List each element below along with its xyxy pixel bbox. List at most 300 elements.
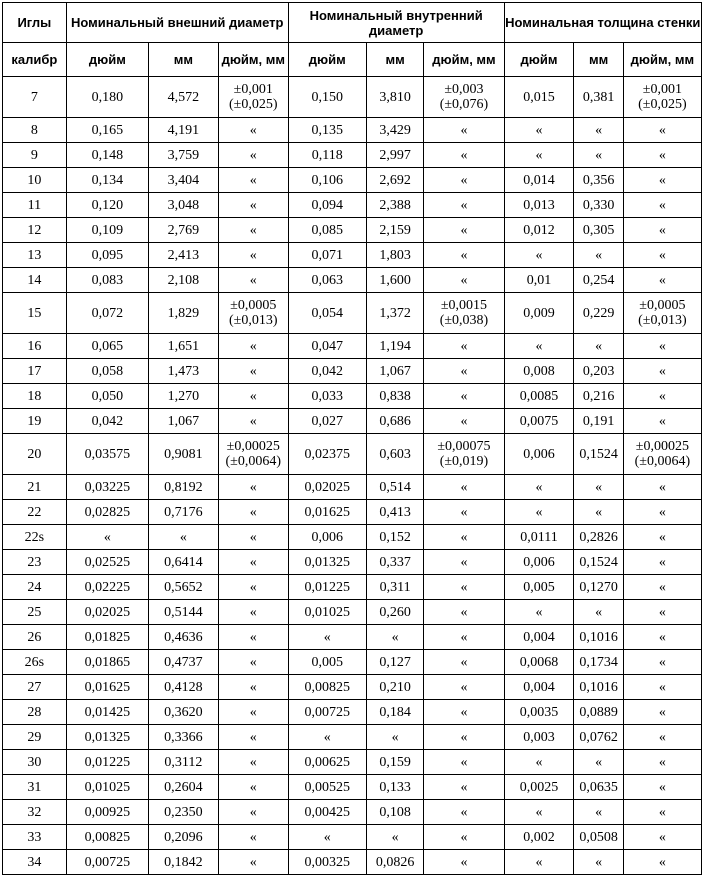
table-row	[3, 218, 702, 243]
cell-inner-inch: 0,135	[288, 118, 366, 143]
cell-caliber: 10	[3, 168, 67, 193]
cell-outer-inch: 0,01625	[66, 675, 148, 700]
cell-inner-tolerance: «	[424, 825, 504, 850]
subheader-inner-mm: мм	[366, 43, 424, 77]
table-row	[3, 825, 702, 850]
table-row	[3, 550, 702, 575]
cell-outer-inch: 0,00825	[66, 825, 148, 850]
cell-inner-mm: 0,133	[366, 775, 424, 800]
cell-wall-inch: 0,01	[504, 268, 574, 293]
cell-wall-tolerance: «	[623, 143, 701, 168]
cell-inner-inch: 0,071	[288, 243, 366, 268]
cell-inner-mm: 1,194	[366, 334, 424, 359]
cell-inner-tolerance: «	[424, 334, 504, 359]
cell-outer-tolerance: «	[218, 750, 288, 775]
cell-wall-mm: 0,1016	[574, 675, 623, 700]
cell-wall-mm: 0,2826	[574, 525, 623, 550]
cell-inner-inch: 0,01325	[288, 550, 366, 575]
cell-wall-tolerance: «	[623, 850, 701, 875]
cell-outer-inch: «	[66, 525, 148, 550]
cell-wall-inch: 0,009	[504, 293, 574, 334]
table-row	[3, 600, 702, 625]
cell-wall-inch: 0,0085	[504, 384, 574, 409]
table-row	[3, 700, 702, 725]
cell-wall-inch: «	[504, 750, 574, 775]
cell-line: (±0,025)	[638, 97, 687, 112]
cell-outer-inch: 0,02825	[66, 500, 148, 525]
cell-wall-mm: «	[574, 118, 623, 143]
cell-inner-inch: 0,02375	[288, 434, 366, 475]
cell-outer-inch: 0,120	[66, 193, 148, 218]
cell-wall-tolerance: «	[623, 575, 701, 600]
cell-inner-tolerance: «	[424, 118, 504, 143]
cell-inner-mm: 0,311	[366, 575, 424, 600]
cell-inner-inch: «	[288, 625, 366, 650]
cell-inner-tolerance: «	[424, 243, 504, 268]
cell-inner-inch: 0,01225	[288, 575, 366, 600]
cell-inner-tolerance: «	[424, 550, 504, 575]
cell-outer-tolerance: «	[218, 725, 288, 750]
cell-line: (±0,013)	[229, 313, 278, 328]
cell-wall-inch: 0,002	[504, 825, 574, 850]
cell-inner-mm: 0,337	[366, 550, 424, 575]
cell-wall-mm: «	[574, 243, 623, 268]
cell-outer-mm: 0,2350	[148, 800, 218, 825]
cell-wall-inch: 0,006	[504, 550, 574, 575]
cell-inner-inch: 0,063	[288, 268, 366, 293]
cell-wall-mm: 0,305	[574, 218, 623, 243]
cell-wall-mm: 0,381	[574, 77, 623, 118]
cell-outer-tolerance	[218, 77, 288, 118]
cell-wall-mm: 0,0889	[574, 700, 623, 725]
cell-wall-mm: «	[574, 850, 623, 875]
subheader-inner-inch: дюйм	[288, 43, 366, 77]
subheader-wall-tolerance: дюйм, мм	[623, 43, 701, 77]
cell-caliber: 18	[3, 384, 67, 409]
cell-line: (±0,076)	[439, 97, 489, 112]
table-row	[3, 575, 702, 600]
cell-outer-inch: 0,095	[66, 243, 148, 268]
cell-line: ±0,0015	[440, 298, 488, 313]
cell-outer-inch: 0,134	[66, 168, 148, 193]
cell-outer-mm: 2,413	[148, 243, 218, 268]
cell-inner-mm: 0,838	[366, 384, 424, 409]
table-body	[3, 77, 702, 875]
cell-inner-mm: 1,372	[366, 293, 424, 334]
header-needles: Иглы	[3, 3, 67, 43]
cell-inner-inch: 0,118	[288, 143, 366, 168]
cell-caliber: 20	[3, 434, 67, 475]
cell-inner-tolerance: «	[424, 650, 504, 675]
cell-outer-mm: 3,048	[148, 193, 218, 218]
cell-wall-mm: «	[574, 475, 623, 500]
header-wall-thickness: Номинальная толщина стенки	[504, 3, 701, 43]
cell-inner-mm: 2,159	[366, 218, 424, 243]
cell-outer-tolerance: «	[218, 475, 288, 500]
cell-wall-mm: 0,0508	[574, 825, 623, 850]
cell-inner-inch: 0,042	[288, 359, 366, 384]
cell-outer-mm: «	[148, 525, 218, 550]
table-row	[3, 118, 702, 143]
table-row	[3, 434, 702, 475]
cell-inner-inch: «	[288, 725, 366, 750]
cell-wall-mm: 0,356	[574, 168, 623, 193]
cell-wall-mm: 0,0635	[574, 775, 623, 800]
cell-caliber: 19	[3, 409, 67, 434]
cell-inner-inch: 0,02025	[288, 475, 366, 500]
cell-inner-tolerance: «	[424, 475, 504, 500]
cell-wall-mm: 0,254	[574, 268, 623, 293]
cell-outer-tolerance: «	[218, 243, 288, 268]
cell-wall-inch: «	[504, 334, 574, 359]
header-inner-diameter: Номинальный внутренний диаметр	[288, 3, 504, 43]
cell-wall-tolerance: «	[623, 675, 701, 700]
cell-inner-inch: 0,01025	[288, 600, 366, 625]
cell-outer-mm: 0,5144	[148, 600, 218, 625]
cell-outer-mm: 2,108	[148, 268, 218, 293]
table-row	[3, 293, 702, 334]
cell-inner-mm: 2,997	[366, 143, 424, 168]
cell-inner-mm: 1,600	[366, 268, 424, 293]
cell-wall-mm: «	[574, 800, 623, 825]
cell-inner-mm: 3,810	[366, 77, 424, 118]
cell-wall-mm: 0,0762	[574, 725, 623, 750]
cell-outer-tolerance: «	[218, 575, 288, 600]
cell-wall-tolerance: «	[623, 750, 701, 775]
cell-line: ±0,003	[444, 82, 484, 97]
table-row	[3, 243, 702, 268]
cell-outer-tolerance: «	[218, 218, 288, 243]
cell-caliber: 34	[3, 850, 67, 875]
cell-inner-tolerance: «	[424, 575, 504, 600]
cell-inner-tolerance: «	[424, 168, 504, 193]
cell-inner-mm: 0,127	[366, 650, 424, 675]
cell-inner-mm: 0,514	[366, 475, 424, 500]
cell-inner-tolerance: «	[424, 625, 504, 650]
cell-inner-inch: 0,150	[288, 77, 366, 118]
cell-outer-inch: 0,01025	[66, 775, 148, 800]
cell-wall-inch: 0,008	[504, 359, 574, 384]
cell-inner-tolerance: «	[424, 409, 504, 434]
cell-wall-tolerance: «	[623, 334, 701, 359]
cell-wall-inch: 0,0025	[504, 775, 574, 800]
cell-inner-tolerance: «	[424, 218, 504, 243]
cell-caliber: 16	[3, 334, 67, 359]
cell-wall-mm: «	[574, 334, 623, 359]
cell-inner-inch: 0,00425	[288, 800, 366, 825]
table-row	[3, 359, 702, 384]
cell-inner-mm: 0,184	[366, 700, 424, 725]
cell-caliber: 23	[3, 550, 67, 575]
cell-wall-mm: 0,1524	[574, 550, 623, 575]
cell-caliber: 21	[3, 475, 67, 500]
cell-wall-tolerance: «	[623, 243, 701, 268]
cell-inner-tolerance: «	[424, 725, 504, 750]
cell-caliber: 7	[3, 77, 67, 118]
cell-inner-inch: 0,006	[288, 525, 366, 550]
table-row	[3, 625, 702, 650]
cell-inner-mm: 2,388	[366, 193, 424, 218]
cell-outer-inch: 0,01825	[66, 625, 148, 650]
subheader-wall-mm: мм	[574, 43, 623, 77]
cell-outer-mm: 0,4128	[148, 675, 218, 700]
cell-inner-tolerance: «	[424, 600, 504, 625]
cell-wall-tolerance: «	[623, 625, 701, 650]
cell-outer-tolerance: «	[218, 775, 288, 800]
cell-outer-mm: 4,572	[148, 77, 218, 118]
cell-outer-inch: 0,00925	[66, 800, 148, 825]
cell-inner-inch: 0,085	[288, 218, 366, 243]
cell-outer-inch: 0,02025	[66, 600, 148, 625]
cell-caliber: 29	[3, 725, 67, 750]
cell-wall-inch: «	[504, 118, 574, 143]
cell-outer-mm: 3,759	[148, 143, 218, 168]
cell-wall-inch: «	[504, 850, 574, 875]
cell-outer-mm: 0,9081	[148, 434, 218, 475]
table-row	[3, 77, 702, 118]
cell-outer-inch: 0,02525	[66, 550, 148, 575]
cell-wall-mm: 0,1524	[574, 434, 623, 475]
cell-line: (±0,019)	[439, 454, 489, 469]
cell-wall-mm: «	[574, 500, 623, 525]
cell-outer-tolerance: «	[218, 625, 288, 650]
cell-outer-tolerance	[218, 434, 288, 475]
table-row	[3, 800, 702, 825]
cell-outer-mm: 1,067	[148, 409, 218, 434]
cell-caliber: 26s	[3, 650, 67, 675]
cell-inner-inch: 0,054	[288, 293, 366, 334]
cell-inner-mm: 1,067	[366, 359, 424, 384]
subheader-outer-tolerance: дюйм, мм	[218, 43, 288, 77]
cell-wall-inch: «	[504, 600, 574, 625]
cell-wall-tolerance	[623, 293, 701, 334]
cell-inner-mm: 0,210	[366, 675, 424, 700]
cell-outer-inch: 0,083	[66, 268, 148, 293]
cell-caliber: 8	[3, 118, 67, 143]
subheader-caliber: калибр	[3, 43, 67, 77]
cell-wall-inch: 0,015	[504, 77, 574, 118]
cell-inner-mm: 0,686	[366, 409, 424, 434]
cell-wall-mm: 0,1270	[574, 575, 623, 600]
cell-wall-mm: 0,1734	[574, 650, 623, 675]
cell-inner-inch: 0,01625	[288, 500, 366, 525]
cell-line: (±0,038)	[439, 313, 489, 328]
table-row	[3, 143, 702, 168]
subheader-outer-inch: дюйм	[66, 43, 148, 77]
cell-wall-tolerance: «	[623, 800, 701, 825]
cell-outer-inch: 0,072	[66, 293, 148, 334]
cell-wall-tolerance: «	[623, 118, 701, 143]
cell-wall-mm: 0,1016	[574, 625, 623, 650]
table-row	[3, 675, 702, 700]
cell-caliber: 32	[3, 800, 67, 825]
cell-outer-mm: 0,2096	[148, 825, 218, 850]
cell-inner-mm: 0,0826	[366, 850, 424, 875]
cell-outer-mm: 0,5652	[148, 575, 218, 600]
cell-line: (±0,0064)	[225, 454, 282, 469]
cell-outer-tolerance: «	[218, 384, 288, 409]
cell-outer-mm: 0,3620	[148, 700, 218, 725]
cell-caliber: 33	[3, 825, 67, 850]
cell-inner-mm: «	[366, 625, 424, 650]
cell-outer-mm: 2,769	[148, 218, 218, 243]
cell-caliber: 24	[3, 575, 67, 600]
cell-wall-tolerance: «	[623, 475, 701, 500]
cell-wall-inch: «	[504, 143, 574, 168]
cell-caliber: 13	[3, 243, 67, 268]
cell-inner-mm: 0,260	[366, 600, 424, 625]
cell-wall-mm: «	[574, 600, 623, 625]
cell-outer-tolerance: «	[218, 850, 288, 875]
cell-line: ±0,00025	[635, 439, 689, 454]
cell-inner-mm: 0,413	[366, 500, 424, 525]
cell-outer-tolerance: «	[218, 600, 288, 625]
cell-line: ±0,001	[233, 82, 273, 97]
cell-outer-tolerance: «	[218, 825, 288, 850]
cell-outer-tolerance: «	[218, 118, 288, 143]
cell-wall-tolerance: «	[623, 168, 701, 193]
table-row	[3, 650, 702, 675]
cell-wall-tolerance	[623, 77, 701, 118]
cell-outer-mm: 3,404	[148, 168, 218, 193]
cell-inner-tolerance: «	[424, 268, 504, 293]
cell-inner-mm: 0,152	[366, 525, 424, 550]
cell-outer-inch: 0,01425	[66, 700, 148, 725]
cell-wall-tolerance: «	[623, 550, 701, 575]
cell-line: ±0,00025	[226, 439, 280, 454]
cell-wall-inch: 0,0111	[504, 525, 574, 550]
cell-outer-inch: 0,02225	[66, 575, 148, 600]
cell-caliber: 15	[3, 293, 67, 334]
table-row	[3, 334, 702, 359]
cell-inner-tolerance: «	[424, 850, 504, 875]
cell-inner-tolerance: «	[424, 193, 504, 218]
cell-inner-inch: 0,00625	[288, 750, 366, 775]
cell-wall-mm: 0,191	[574, 409, 623, 434]
cell-outer-inch: 0,050	[66, 384, 148, 409]
table-row	[3, 525, 702, 550]
cell-inner-tolerance: «	[424, 359, 504, 384]
table-row	[3, 268, 702, 293]
cell-outer-mm: 0,3112	[148, 750, 218, 775]
table-row	[3, 850, 702, 875]
cell-wall-inch: 0,004	[504, 675, 574, 700]
cell-line: (±0,013)	[638, 313, 687, 328]
cell-outer-inch: 0,01325	[66, 725, 148, 750]
table-row	[3, 775, 702, 800]
cell-outer-inch: 0,03225	[66, 475, 148, 500]
cell-outer-tolerance: «	[218, 143, 288, 168]
cell-outer-mm: 0,7176	[148, 500, 218, 525]
cell-inner-mm: 0,159	[366, 750, 424, 775]
cell-wall-tolerance: «	[623, 500, 701, 525]
cell-caliber: 17	[3, 359, 67, 384]
cell-wall-mm: «	[574, 750, 623, 775]
cell-inner-mm: 0,108	[366, 800, 424, 825]
cell-wall-mm: 0,229	[574, 293, 623, 334]
cell-wall-tolerance: «	[623, 525, 701, 550]
cell-inner-inch: 0,106	[288, 168, 366, 193]
cell-outer-inch: 0,058	[66, 359, 148, 384]
subheader-inner-tolerance: дюйм, мм	[424, 43, 504, 77]
table-row	[3, 500, 702, 525]
cell-wall-tolerance: «	[623, 218, 701, 243]
cell-wall-tolerance: «	[623, 359, 701, 384]
cell-inner-tolerance: «	[424, 800, 504, 825]
cell-outer-tolerance: «	[218, 800, 288, 825]
cell-outer-tolerance: «	[218, 168, 288, 193]
cell-outer-mm: 0,4737	[148, 650, 218, 675]
cell-wall-inch: 0,004	[504, 625, 574, 650]
cell-line: ±0,00075	[437, 439, 491, 454]
cell-wall-tolerance: «	[623, 825, 701, 850]
cell-wall-inch: «	[504, 475, 574, 500]
cell-inner-inch: «	[288, 825, 366, 850]
cell-outer-tolerance: «	[218, 550, 288, 575]
table-row	[3, 475, 702, 500]
cell-outer-tolerance: «	[218, 409, 288, 434]
cell-outer-mm: 0,1842	[148, 850, 218, 875]
cell-inner-tolerance	[424, 293, 504, 334]
cell-outer-mm: 1,651	[148, 334, 218, 359]
cell-wall-inch: 0,006	[504, 434, 574, 475]
cell-inner-mm: «	[366, 825, 424, 850]
cell-wall-inch: «	[504, 243, 574, 268]
cell-outer-inch: 0,00725	[66, 850, 148, 875]
cell-inner-tolerance: «	[424, 675, 504, 700]
cell-outer-tolerance	[218, 293, 288, 334]
cell-wall-inch: 0,0068	[504, 650, 574, 675]
cell-caliber: 25	[3, 600, 67, 625]
table-row	[3, 168, 702, 193]
cell-wall-inch: «	[504, 500, 574, 525]
cell-outer-inch: 0,042	[66, 409, 148, 434]
cell-wall-mm: 0,216	[574, 384, 623, 409]
cell-inner-tolerance: «	[424, 775, 504, 800]
cell-wall-mm: «	[574, 143, 623, 168]
cell-outer-inch: 0,065	[66, 334, 148, 359]
subheader-outer-mm: мм	[148, 43, 218, 77]
cell-outer-mm: 0,6414	[148, 550, 218, 575]
cell-wall-mm: 0,330	[574, 193, 623, 218]
cell-outer-mm: 0,2604	[148, 775, 218, 800]
cell-caliber: 27	[3, 675, 67, 700]
cell-inner-tolerance	[424, 77, 504, 118]
cell-inner-inch: 0,047	[288, 334, 366, 359]
cell-wall-inch: 0,005	[504, 575, 574, 600]
cell-outer-tolerance: «	[218, 700, 288, 725]
cell-wall-tolerance: «	[623, 725, 701, 750]
cell-outer-tolerance: «	[218, 193, 288, 218]
cell-inner-mm: «	[366, 725, 424, 750]
cell-wall-inch: 0,0075	[504, 409, 574, 434]
cell-inner-inch: 0,094	[288, 193, 366, 218]
cell-caliber: 22s	[3, 525, 67, 550]
cell-wall-tolerance: «	[623, 700, 701, 725]
cell-outer-tolerance: «	[218, 650, 288, 675]
cell-wall-inch: 0,012	[504, 218, 574, 243]
cell-wall-inch: 0,0035	[504, 700, 574, 725]
cell-outer-tolerance: «	[218, 525, 288, 550]
cell-inner-mm: 0,603	[366, 434, 424, 475]
cell-outer-tolerance: «	[218, 268, 288, 293]
cell-wall-tolerance: «	[623, 384, 701, 409]
cell-wall-inch: 0,013	[504, 193, 574, 218]
cell-caliber: 9	[3, 143, 67, 168]
cell-inner-tolerance: «	[424, 750, 504, 775]
cell-line: (±0,025)	[229, 97, 278, 112]
cell-caliber: 28	[3, 700, 67, 725]
